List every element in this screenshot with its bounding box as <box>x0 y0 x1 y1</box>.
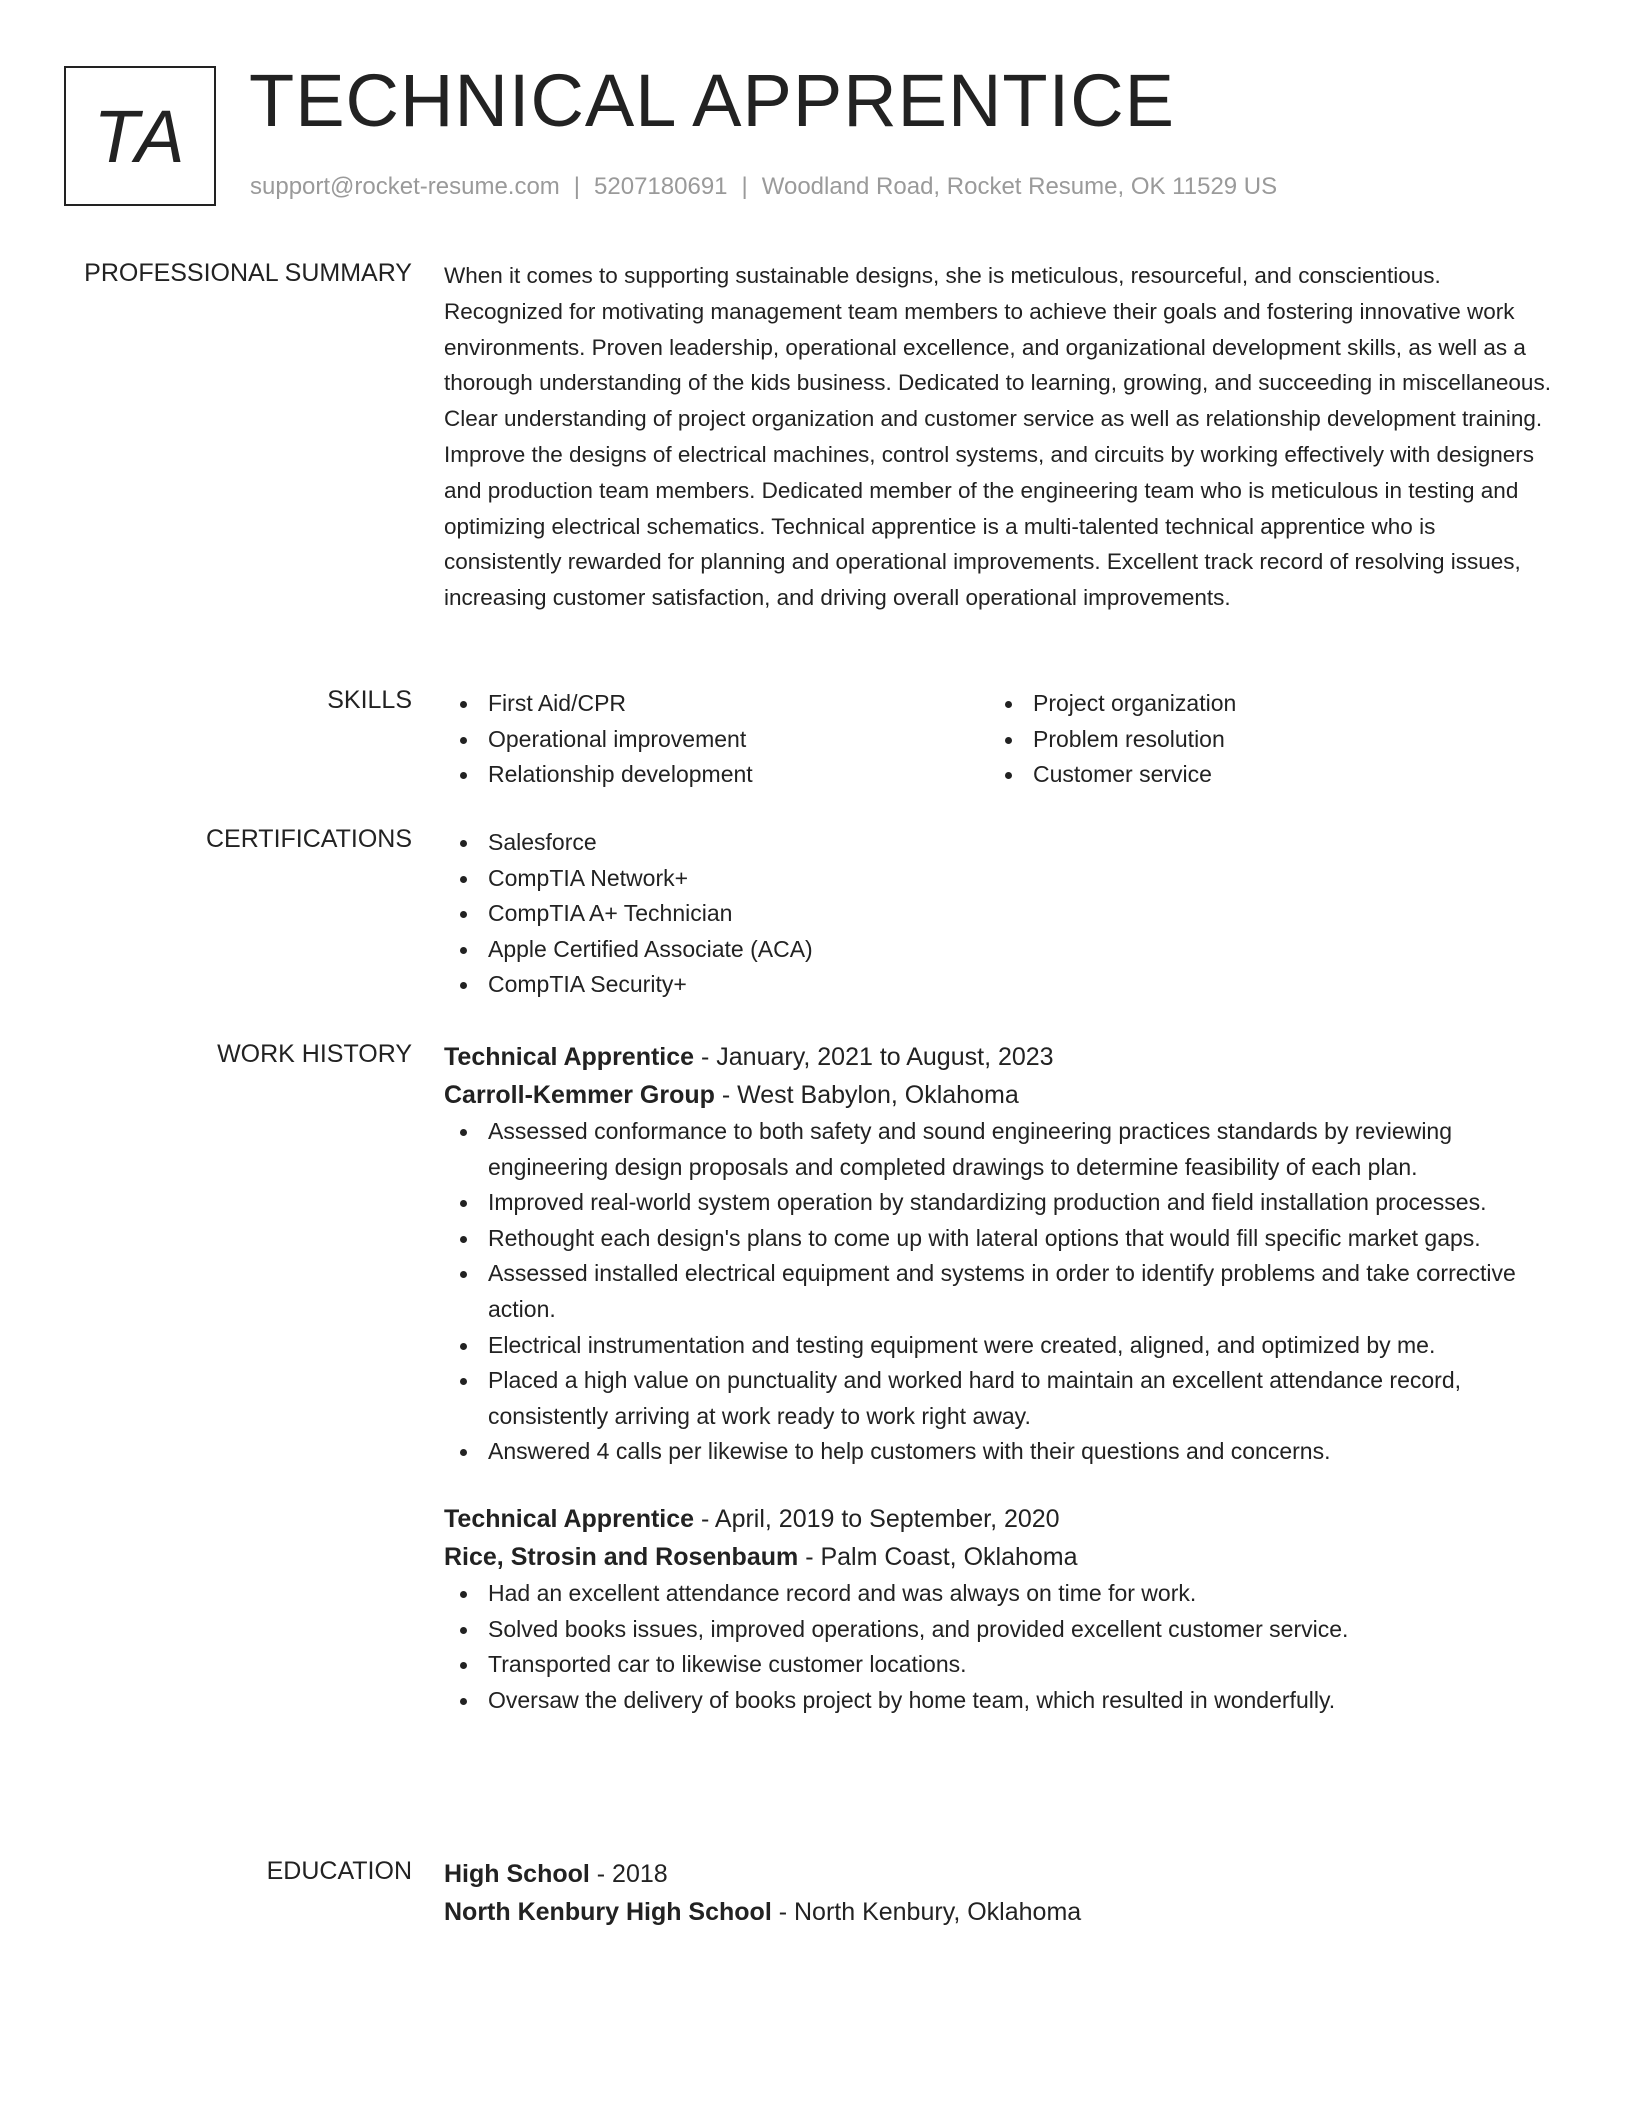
job-bullet: Assessed installed electrical equipment and systems in order to identify problems and take corrective action. <box>444 1256 1556 1327</box>
section-label-education: EDUCATION <box>266 1857 412 1885</box>
job-bullets <box>444 1576 1556 1718</box>
job-entry <box>444 1500 1556 1718</box>
education-location: - North Kenbury, Oklahoma <box>771 1898 1082 1926</box>
job-entry <box>444 1038 1556 1470</box>
skill-item: First Aid/CPR <box>444 686 989 722</box>
job-bullet: Oversaw the delivery of books project by home team, which resulted in wonderfully. <box>444 1683 1556 1719</box>
job-company-line <box>444 1538 1556 1576</box>
contact-address: Woodland Road, Rocket Resume, OK 11529 US <box>761 173 1278 200</box>
monogram-text: TA <box>93 94 187 178</box>
skill-item: Problem resolution <box>989 722 1534 758</box>
job-bullet: Had an excellent attendance record and was always on time for work. <box>444 1576 1556 1612</box>
summary-text: When it comes to supporting sustainable designs, she is meticulous, resourceful, and conscientious. Recognized for motivating management team members to achieve their goals and fostering innovative work environments. Proven leadership, operational excellence, and organizational development skills, as well as a thorough understanding of the kids business. Dedicated to learning, growing, and succeeding in miscellaneous. Clear understanding of project organization and customer service as well as relationship development training. Improve the designs of electrical machines, control systems, and circuits by working effectively with designers and production team members. Dedicated member of the engineering team who is meticulous in testing and optimizing electrical schematics. Technical apprentice is a multi-talented technical apprentice who is consistently rewarded for planning and operational improvements. Excellent track record of resolving issues, increasing customer satisfaction, and driving overall operational improvements. <box>444 263 1551 611</box>
job-bullet: Rethought each design's plans to come up with lateral options that would fill specific market gaps. <box>444 1221 1556 1257</box>
education-degree: High School <box>444 1860 590 1888</box>
job-title: Technical Apprentice <box>444 1043 695 1071</box>
section-label-skills: SKILLS <box>327 686 412 714</box>
job-company: Rice, Strosin and Rosenbaum <box>444 1542 799 1571</box>
education-year: - 2018 <box>589 1860 668 1888</box>
certification-item: Salesforce <box>444 825 1556 861</box>
job-title-line <box>444 1500 1556 1538</box>
contact-email[interactable]: support@rocket-resume.com <box>250 173 560 200</box>
certification-item: Apple Certified Associate (ACA) <box>444 932 1556 968</box>
certification-item: CompTIA Security+ <box>444 967 1556 1003</box>
section-label-summary: PROFESSIONAL SUMMARY <box>84 259 412 287</box>
job-bullets <box>444 1114 1556 1470</box>
education-school: North Kenbury High School <box>444 1898 772 1926</box>
skills-list-left <box>444 686 989 793</box>
skill-item: Project organization <box>989 686 1534 722</box>
skills-list-right <box>989 686 1534 793</box>
job-bullet: Improved real-world system operation by standardizing production and field installation processes. <box>444 1185 1556 1221</box>
education-school-line <box>444 1893 1556 1931</box>
certification-item: CompTIA Network+ <box>444 861 1556 897</box>
certifications-list <box>444 825 1556 1003</box>
job-bullet: Electrical instrumentation and testing equipment were created, aligned, and optimized by me. <box>444 1328 1556 1364</box>
job-location: - West Babylon, Oklahoma <box>714 1081 1019 1109</box>
job-bullet: Answered 4 calls per likewise to help customers with their questions and concerns. <box>444 1434 1556 1470</box>
job-bullet: Transported car to likewise customer locations. <box>444 1647 1556 1683</box>
job-location: - Palm Coast, Oklahoma <box>798 1542 1078 1571</box>
job-bullet: Assessed conformance to both safety and sound engineering practices standards by reviewing engineering design proposals and completed drawings to determine feasibility of each plan. <box>444 1114 1556 1185</box>
education-degree-line <box>444 1855 1556 1893</box>
job-company-line <box>444 1076 1556 1114</box>
resume-name: TECHNICAL APPRENTICE <box>249 59 1175 142</box>
job-dates: - January, 2021 to August, 2023 <box>694 1043 1054 1071</box>
job-title-line <box>444 1038 1556 1076</box>
monogram-badge <box>64 66 216 206</box>
contact-separator: | <box>741 173 748 200</box>
job-company: Carroll-Kemmer Group <box>444 1081 715 1109</box>
job-bullet: Placed a high value on punctuality and worked hard to maintain an excellent attendance record, consistently arriving at work ready to work right away. <box>444 1363 1556 1434</box>
job-bullet: Solved books issues, improved operations, and provided excellent customer service. <box>444 1612 1556 1648</box>
skill-item: Relationship development <box>444 757 989 793</box>
skill-item: Customer service <box>989 757 1534 793</box>
section-label-work-history: WORK HISTORY <box>217 1040 412 1068</box>
certification-item: CompTIA A+ Technician <box>444 896 1556 932</box>
job-title: Technical Apprentice <box>444 1504 695 1533</box>
job-dates: - April, 2019 to September, 2020 <box>694 1504 1060 1533</box>
skill-item: Operational improvement <box>444 722 989 758</box>
section-label-certifications: CERTIFICATIONS <box>205 825 412 853</box>
contact-separator: | <box>573 173 581 200</box>
contact-line <box>250 173 1277 201</box>
contact-phone[interactable]: 5207180691 <box>594 173 728 200</box>
